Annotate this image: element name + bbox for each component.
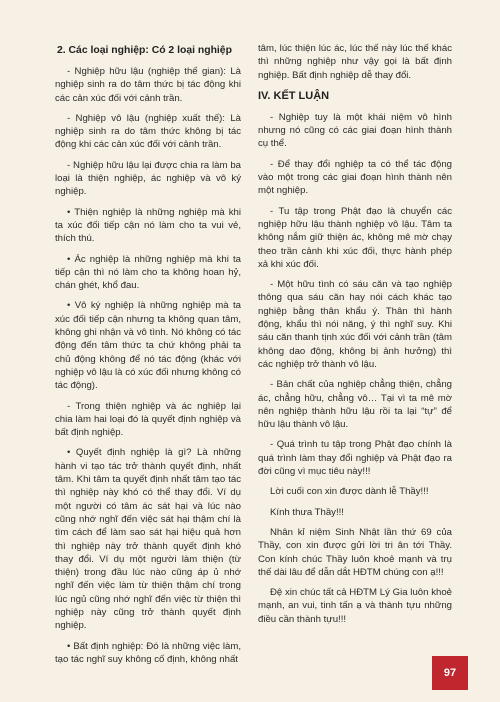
paragraph: - Trong thiện nghiệp và ác nghiệp lại chia làm hai loại đó là quyết định nghiệp và bất định nghiệp.: [55, 400, 241, 439]
paragraph: - Nghiệp vô lậu (nghiệp xuất thế): Là nghiệp sinh ra do tâm thức không bị tác động khi các cản xúc đối với cảnh trần.: [55, 112, 241, 151]
paragraph: • Vô ký nghiệp là những nghiệp mà ta xúc đối tiếp cận nhưng ta không quan tâm, không ghi nhận và vô tình. Nó không có tác động đến tâm thức ta chứ không phải ta chủ động không để nó tác động (khác với nghiệp vô lậu là có xúc đối nhưng không có tác động).: [55, 300, 241, 392]
paragraph-continued: tâm, lúc thiện lúc ác, lúc thế này lúc thế khác thì những nghiệp như vậy gọi là bất định nghiệp. Bất định nghiệp dễ thay đổi.: [258, 43, 452, 81]
closing-line: Lời cuối con xin được dành lễ Thầy!!!: [270, 486, 429, 498]
paragraph: - Tu tập trong Phật đạo là chuyển các nghiệp hữu lậu thành nghiệp vô lậu. Tâm ta không nắm giữ thiện ác, không mê mờ chạy theo trần cảnh khi xúc đối, thực hành phép xả khi xúc đối.: [258, 205, 452, 270]
section-heading-ket-luan: IV. KẾT LUẬN: [258, 89, 330, 102]
paragraph: - Quá trình tu tập trong Phật đạo chính là quá trình làm thay đổi nghiệp và Phật đạo ra đời cũng vì mục tiêu này!!!: [258, 439, 452, 478]
paragraph: • Thiện nghiệp là những nghiệp mà khi ta xúc đối tiếp cận nó làm cho ta vui vẻ, thích thú.: [55, 206, 241, 245]
paragraph: - Để thay đổi nghiệp ta có thể tác động vào một trong các giai đoạn hình thành nên một nghiệp.: [258, 158, 452, 197]
paragraph: - Bản chất của nghiệp chẳng thiện, chẳng ác, chẳng hữu, chẳng vô… Tại vì ta mê mờ nên nghiệp thành hữu lậu rồi ta lại “tự” để hữu lậu thành vô lậu.: [258, 379, 452, 431]
paragraph: • Quyết định nghiệp là gì? Là những hành vi tạo tác trở thành quyết định, nhất tâm. Khi tâm ta quyết định nhất tâm tạo tác thì nghiệp này khó có thể thay đổi. Ví dụ một người có tâm ác sát hại và lúc nào cũng nhớ nghĩ đến việc sát hại thậm chí là tìm cách để làm sao sát hại hiệu quả hơn thì nghiệp này trở thành quyết định khó thay đổi. Ví dụ một người làm thiện (từ thiện) trong đầu lúc nào cũng áp ủ nhớ nghĩ đến việc làm từ thiện thậm chí trong lúc ngủ cũng nhớ nghĩ đến việc từ thiện thì nghiệp này cũng trở thành quyết định nghiệp.: [55, 447, 241, 632]
paragraph: Nhân kỉ niệm Sinh Nhật lần thứ 69 của Thầy, con xin được gửi lời tri ân tới Thầy. Con kính chúc Thầy luôn khoẻ mạnh và trụ thế dài lâu để dẫn dắt HĐTM chúng con ạ!!!: [258, 526, 452, 578]
left-column: [55, 44, 241, 673]
paragraph: - Nghiệp hữu lậu (nghiệp thế gian): Là nghiệp sinh ra do tâm thức bị tác động khi các cản xúc đối với cảnh trần.: [55, 66, 241, 104]
paragraph: • Bất định nghiệp: Đó là những việc làm, tạo tác nghĩ suy không cố định, không nhất: [55, 640, 241, 665]
paragraph: • Ác nghiệp là những nghiệp mà khi ta tiếp cận thì nó làm cho ta không hoan hỷ, chán ghét, khổ đau.: [55, 253, 241, 292]
right-column: [258, 42, 452, 633]
closing-line: Kính thưa Thầy!!!: [270, 506, 344, 518]
paragraph: - Nghiệp hữu lậu lại được chia ra làm ba loại là thiện nghiệp, ác nghiệp và vô ký nghiệp.: [55, 159, 241, 198]
paragraph: - Một hữu tình có sáu căn và tạo nghiệp thông qua sáu căn hay nói cách khác tạo nghiệp bằng thân khẩu ý. Thân thì hành động, khẩu thì nói năng, ý thì nghĩ suy. Khi sáu căn thanh tịnh xúc đối với cảnh trần (tâm không dao động, không bị ảnh hưởng) thì các nghiệp trở thành vô lậu.: [258, 279, 452, 370]
section-heading-loai-nghiep: 2. Các loại nghiệp: Có 2 loại nghiệp: [57, 45, 232, 56]
paragraph: - Nghiệp tuy là một khái niệm vô hình nhưng nó cũng có các giai đoạn hình thành cụ thể.: [258, 111, 452, 150]
page-number: 97: [432, 656, 468, 690]
paragraph: Đệ xin chúc tất cả HĐTM Lý Gia luôn khoẻ mạnh, an vui, tinh tấn ạ và thành tựu những điều cần thành tựu!!!: [258, 587, 452, 625]
